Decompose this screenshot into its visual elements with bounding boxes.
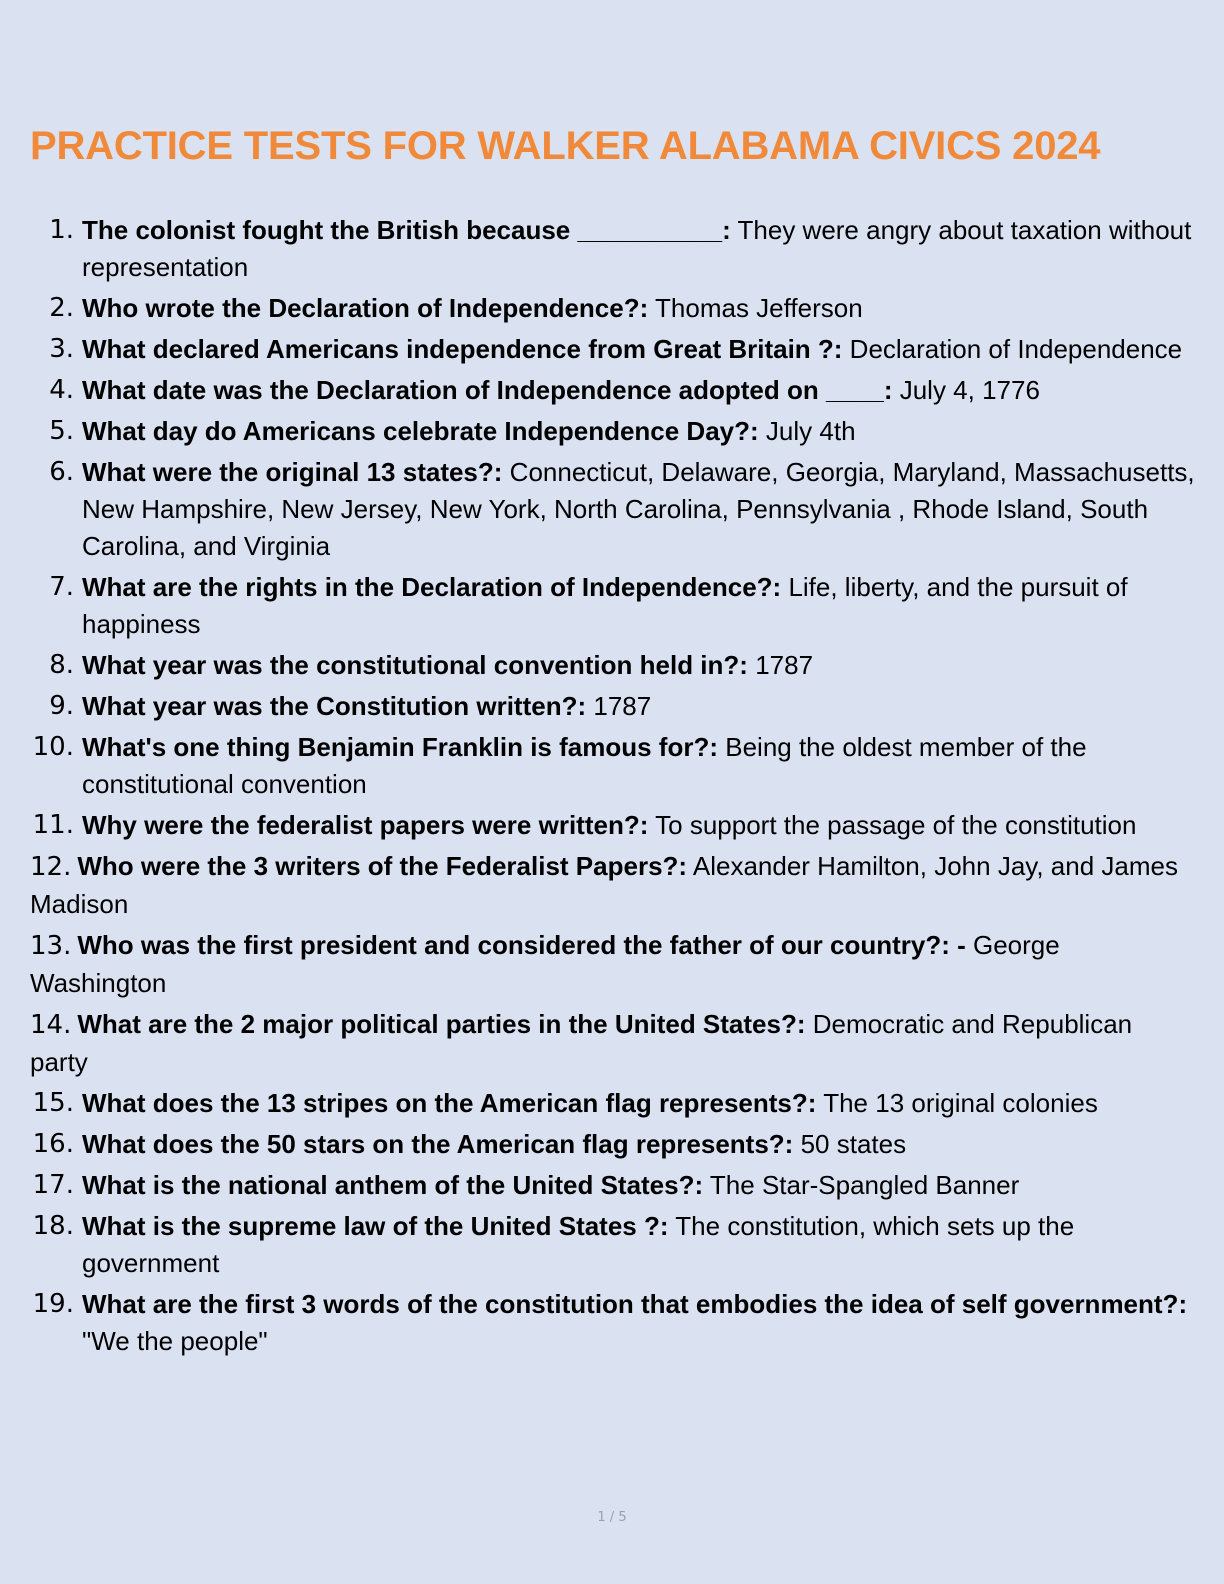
answer-text: The Star-Spangled Banner xyxy=(709,1170,1020,1200)
question-text: What date was the Declaration of Independence adopted on ____: xyxy=(82,375,893,405)
question-text: What is the supreme law of the United States ?: xyxy=(82,1211,669,1241)
question-text: Why were the federalist papers were written?: xyxy=(82,810,649,840)
list-item xyxy=(0,807,1224,844)
item-number: 15. xyxy=(32,1088,74,1118)
list-item xyxy=(0,413,1224,450)
list-item xyxy=(0,1006,1224,1081)
item-number: 14. xyxy=(30,1010,72,1040)
item-number: 4. xyxy=(49,375,74,405)
list-item xyxy=(0,1286,1224,1360)
list-item xyxy=(0,331,1224,368)
question-text: Who were the 3 writers of the Federalist Papers?: xyxy=(77,851,688,881)
answer-text: July 4, 1776 xyxy=(899,375,1040,405)
item-number: 13. xyxy=(30,931,72,961)
list-item xyxy=(0,848,1224,923)
question-text: What does the 13 stripes on the American flag represents?: xyxy=(82,1088,817,1118)
page-indicator: 1 / 5 xyxy=(597,1510,627,1525)
item-number: 5. xyxy=(49,416,74,446)
list-item xyxy=(0,1126,1224,1163)
answer-text: George Washington xyxy=(30,930,1060,998)
question-text: What were the original 13 states?: xyxy=(82,457,503,487)
item-number: 9. xyxy=(49,691,74,721)
answer-text: To support the passage of the constitution xyxy=(655,810,1137,840)
item-number: 1. xyxy=(49,215,74,245)
question-text: The colonist fought the British because __________: xyxy=(82,215,731,245)
item-number: 12. xyxy=(30,852,72,882)
question-text: What year was the constitutional convention held in?: xyxy=(82,650,748,680)
page-title: PRACTICE TESTS FOR WALKER ALABAMA CIVICS 2024 xyxy=(30,124,1101,168)
item-number: 10. xyxy=(32,732,74,762)
answer-text: The constitution, which sets up the government xyxy=(82,1211,1075,1278)
answer-text: Declaration of Independence xyxy=(849,334,1183,364)
list-item xyxy=(0,1085,1224,1122)
list-item xyxy=(0,688,1224,725)
answer-text: July 4th xyxy=(765,416,856,446)
list-item xyxy=(0,212,1224,286)
question-text: What is the national anthem of the United States?: xyxy=(82,1170,704,1200)
answer-text: "We the people" xyxy=(82,1326,268,1356)
item-number: 2. xyxy=(49,293,74,323)
item-number: 16. xyxy=(32,1129,74,1159)
answer-text: Connecticut, Delaware, Georgia, Maryland, Massachusetts, New Hampshire, New Jersey, New York, North Carolina, Pennsylvania , Rhode Island, South Carolina, and Virginia xyxy=(82,457,1195,561)
question-text: What are the first 3 words of the constitution that embodies the idea of self government?: xyxy=(82,1289,1188,1319)
question-text: What does the 50 stars on the American flag represents?: xyxy=(82,1129,794,1159)
list-item xyxy=(0,454,1224,565)
item-number: 18. xyxy=(32,1211,74,1241)
question-text: Who wrote the Declaration of Independence?: xyxy=(82,293,649,323)
question-text: Who was the first president and considered the father of our country?: - xyxy=(77,930,966,960)
question-text: What declared Americans independence from Great Britain ?: xyxy=(82,334,843,364)
question-text: What are the 2 major political parties in the United States?: xyxy=(77,1009,806,1039)
list-item xyxy=(0,729,1224,803)
list-item xyxy=(0,569,1224,643)
question-list xyxy=(0,212,1224,1364)
item-number: 17. xyxy=(32,1170,74,1200)
answer-text: Alexander Hamilton, John Jay, and James Madison xyxy=(30,851,1178,919)
list-item xyxy=(0,927,1224,1002)
item-number: 6. xyxy=(49,457,74,487)
item-number: 8. xyxy=(49,650,74,680)
answer-text: Life, liberty, and the pursuit of happiness xyxy=(82,572,1128,639)
question-text: What day do Americans celebrate Independence Day?: xyxy=(82,416,759,446)
list-item xyxy=(0,372,1224,409)
item-number: 11. xyxy=(32,810,74,840)
question-text: What are the rights in the Declaration of Independence?: xyxy=(82,572,782,602)
question-text: What's one thing Benjamin Franklin is famous for?: xyxy=(82,732,718,762)
list-item xyxy=(0,1167,1224,1204)
list-item xyxy=(0,290,1224,327)
answer-text: Thomas Jefferson xyxy=(655,293,863,323)
answer-text: Being the oldest member of the constitutional convention xyxy=(82,732,1087,799)
list-item xyxy=(0,647,1224,684)
item-number: 3. xyxy=(49,334,74,364)
question-text: What year was the Constitution written?: xyxy=(82,691,587,721)
answer-text: Democratic and Republican party xyxy=(30,1009,1133,1077)
answer-text: 1787 xyxy=(755,650,814,680)
answer-text: They were angry about taxation without representation xyxy=(82,215,1192,282)
item-number: 19. xyxy=(32,1289,74,1319)
answer-text: 50 states xyxy=(800,1129,907,1159)
answer-text: The 13 original colonies xyxy=(823,1088,1098,1118)
list-item xyxy=(0,1208,1224,1282)
answer-text: 1787 xyxy=(593,691,652,721)
item-number: 7. xyxy=(49,572,74,602)
